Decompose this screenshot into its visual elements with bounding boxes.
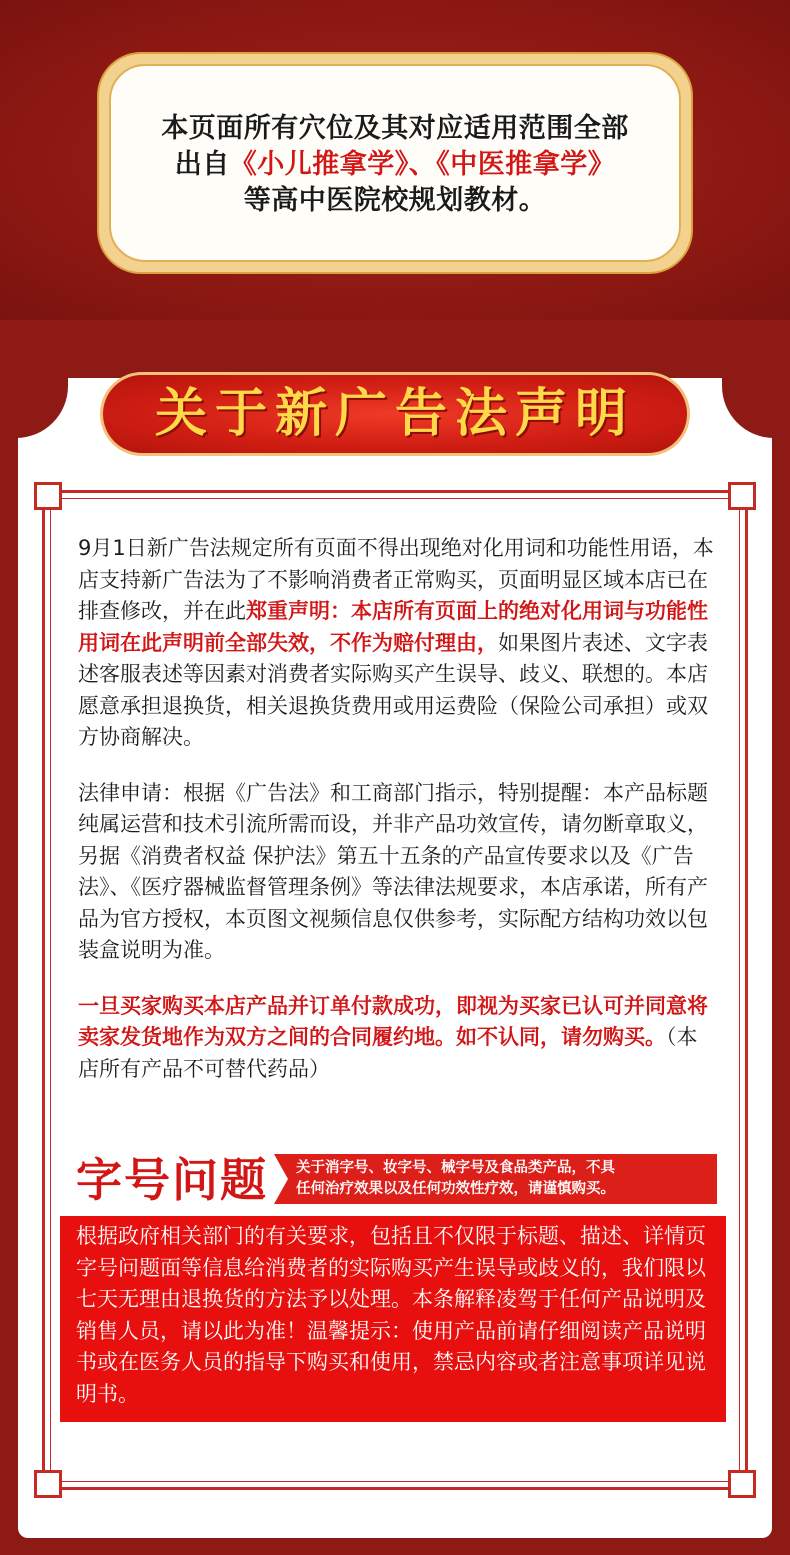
license-note-line-2: 任何治疗效果以及任何功效性疗效，请谨慎购买。 bbox=[296, 1181, 615, 1197]
corner-ornament-top-left bbox=[34, 482, 62, 510]
license-number-section-header bbox=[76, 1152, 716, 1208]
source-notice-card bbox=[97, 52, 693, 274]
return-policy-box: 根据政府相关部门的有关要求，包括且不仅限于标题、描述、详情页字号问题面等信息给消费者的实际购买产生误导或歧义的，我们限以七天无理由退换货的方法予以处理。本条解释凌驾于任何产品说明及销售人员，请以此为准！温馨提示：使用产品前请仔细阅读产品说明书或在医务人员的指导下购买和使用，禁忌内容或者注意事项详见说明书。 bbox=[60, 1216, 726, 1422]
notice-line-3: 等高中医院校规划教材。 bbox=[243, 185, 547, 216]
paragraph-ad-law bbox=[78, 533, 718, 754]
paragraph-ad-law-rest: 如果图片表述、文字表述客服表述等因素对消费者实际购买产生误导、歧义、联想的。本店愿意承担退换货，相关退换货费用或用运费险（保险公司承担）或双方协商解决。 bbox=[78, 630, 708, 749]
paragraph-legal-notice: 法律申请：根据《广告法》和工商部门指示，特别提醒：本产品标题纯属运营和技术引流所需而设，并非产品功效宣传，请勿断章取义，另据《消费者权益 保护法》第五十五条的产品宣传要求以及《广告法》、《医疗器械监督管理条例》等法律法规要求，本店承诺，所有产品为官方授权，本页图文视频信息仅供参考，实际配方结构功效以包装盒说明为准。 bbox=[78, 780, 708, 962]
license-note-line-1: 关于消字号、妆字号、械字号及食品类产品，不具 bbox=[296, 1160, 615, 1176]
notice-line-1: 本页面所有穴位及其对应适用范围全部 bbox=[161, 113, 629, 144]
corner-ornament-bottom-right bbox=[728, 1470, 756, 1498]
notice-textbook-names: 《小儿推拿学》、《中医推拿学》 bbox=[229, 149, 616, 180]
source-notice-inner bbox=[109, 64, 681, 262]
license-number-title: 字号问题 bbox=[76, 1153, 268, 1207]
declaration-title: 关于新广告法声明 bbox=[154, 384, 635, 444]
notice-line-2 bbox=[175, 147, 616, 183]
corner-ornament-top-right bbox=[728, 482, 756, 510]
solemn-statement: 郑重声明：本店所有页面上的绝对化用词与功能性用词在此声明前全部失效，不作为赔付理由， bbox=[78, 599, 708, 655]
corner-ornament-bottom-left bbox=[34, 1470, 62, 1498]
paragraph-contract-place bbox=[78, 991, 718, 1086]
paragraph-ad-law-intro: 9月1日新广告法规定所有页面不得出现绝对化用词和功能性用语，本店支持新广告法为了不影响消费者正常购买，页面明显区域本店已在排查修改，并在此 bbox=[78, 536, 714, 623]
declaration-content bbox=[78, 533, 718, 1109]
contract-place-statement: 一旦买家购买本店产品并订单付款成功，即视为买家已认可并同意将卖家发货地作为双方之间的合同履约地。如不认同，请勿购买。 bbox=[78, 993, 708, 1049]
not-drug-substitute-note: （本店所有产品不可替代药品） bbox=[78, 1025, 698, 1081]
license-number-note bbox=[274, 1154, 717, 1204]
notice-line-2-prefix: 出自 bbox=[174, 149, 230, 180]
declaration-title-banner bbox=[100, 366, 690, 462]
